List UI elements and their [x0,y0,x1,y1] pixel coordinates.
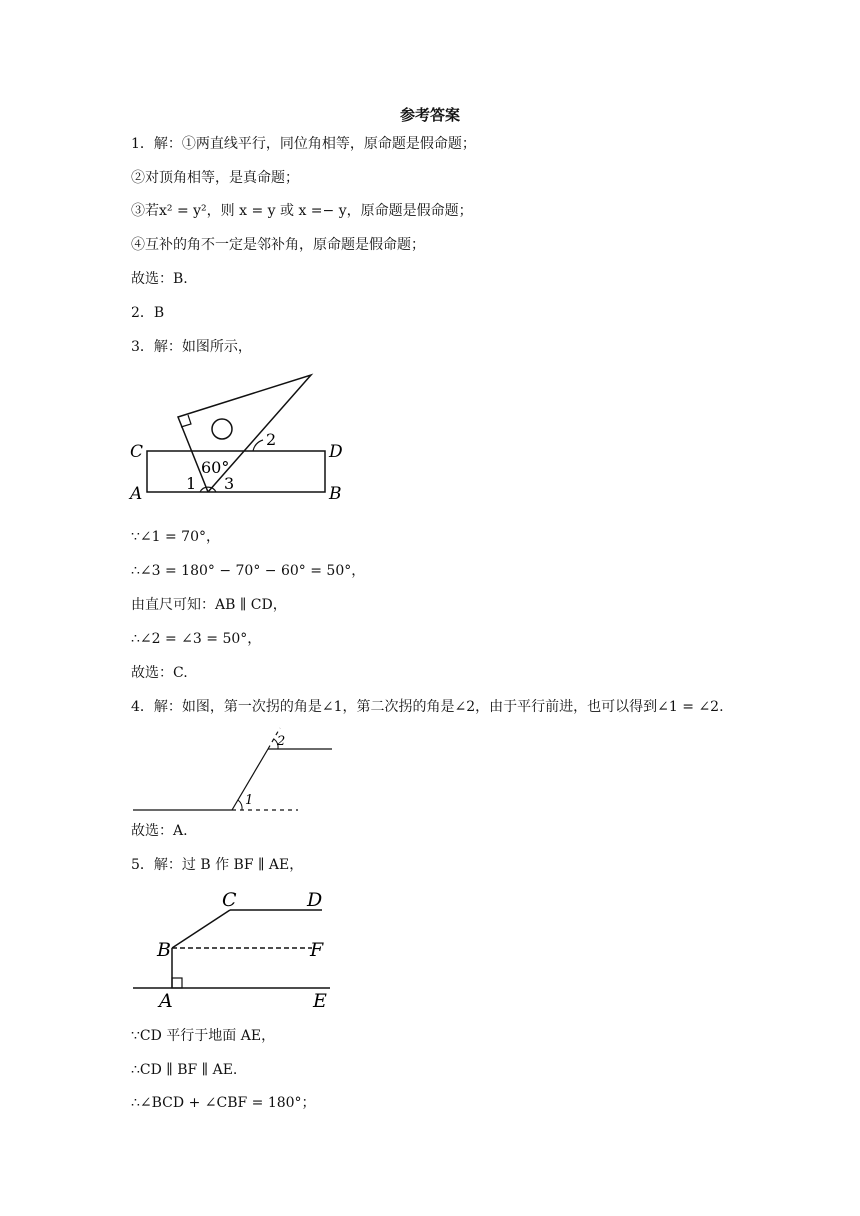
label-A: A [130,484,143,504]
q3-line-2: ∵∠1 = 70°， [131,529,220,545]
q5-line-2: ∵CD 平行于地面 AE， [131,1028,276,1044]
label-F: F [310,939,324,961]
label-angle-3: 3 [224,474,235,493]
q3-line-4: 由直尺可知：AB ∥ CD， [131,597,287,613]
q3-line-3: ∴∠3 = 180° − 70° − 60° = 50°， [131,563,366,579]
segment-BC [172,910,230,948]
label-D: D [307,889,323,911]
label-C: C [222,889,237,911]
label-C: C [130,442,144,462]
q1-line-4: ④互补的角不一定是邻补角，原命题是假命题； [131,237,425,253]
label-angle-2: 2 [266,430,277,449]
ruler-rect [147,451,325,492]
q5-line-4: ∴∠BCD + ∠CBF = 180°； [131,1095,316,1111]
q3-answer: 故选：C. [131,665,188,681]
angle-arc-2 [253,440,263,451]
q5-line-3: ∴CD ∥ BF ∥ AE. [131,1062,238,1078]
q4-answer: 故选：A. [131,823,188,839]
q4-line-1: 4．解：如图，第一次拐的角是∠1，第二次拐的角是∠2，由于平行前进，也可以得到∠1 = ∠2. [131,699,724,715]
label-angle-1: 1 [245,793,254,808]
label-B: B [157,939,171,961]
right-angle-marker [172,978,182,988]
q1-line-3: ③若x² = y²，则 x = y 或 x =− y，原命题是假命题； [131,203,473,219]
angle-arc-1 [238,800,242,810]
q2-answer: 2．B [131,305,165,321]
triangle-shape [178,375,311,492]
label-60: 60° [201,458,230,477]
q1-answer: 故选：B. [131,271,188,287]
q3-line-5: ∴∠2 = ∠3 = 50°， [131,631,262,647]
q5-figure [130,886,340,1012]
label-D: D [329,442,343,462]
q1-line-1: 1．解：①两直线平行，同位角相等，原命题是假命题； [131,136,476,152]
q5-line-1: 5．解：过 B 作 BF ∥ AE， [131,857,304,873]
q3-figure [125,370,350,505]
q1-line-2: ②对顶角相等，是真命题； [131,170,299,186]
page-title: 参考答案 [399,106,460,124]
label-angle-1: 1 [186,474,197,493]
q4-figure [130,724,340,816]
right-angle-marker [181,415,191,427]
triangle-hole [212,419,232,439]
label-B: B [329,484,342,504]
q3-line-1: 3．解：如图所示， [131,339,252,355]
label-E: E [313,990,327,1012]
label-A: A [159,990,173,1012]
label-angle-2: 2 [277,734,286,749]
